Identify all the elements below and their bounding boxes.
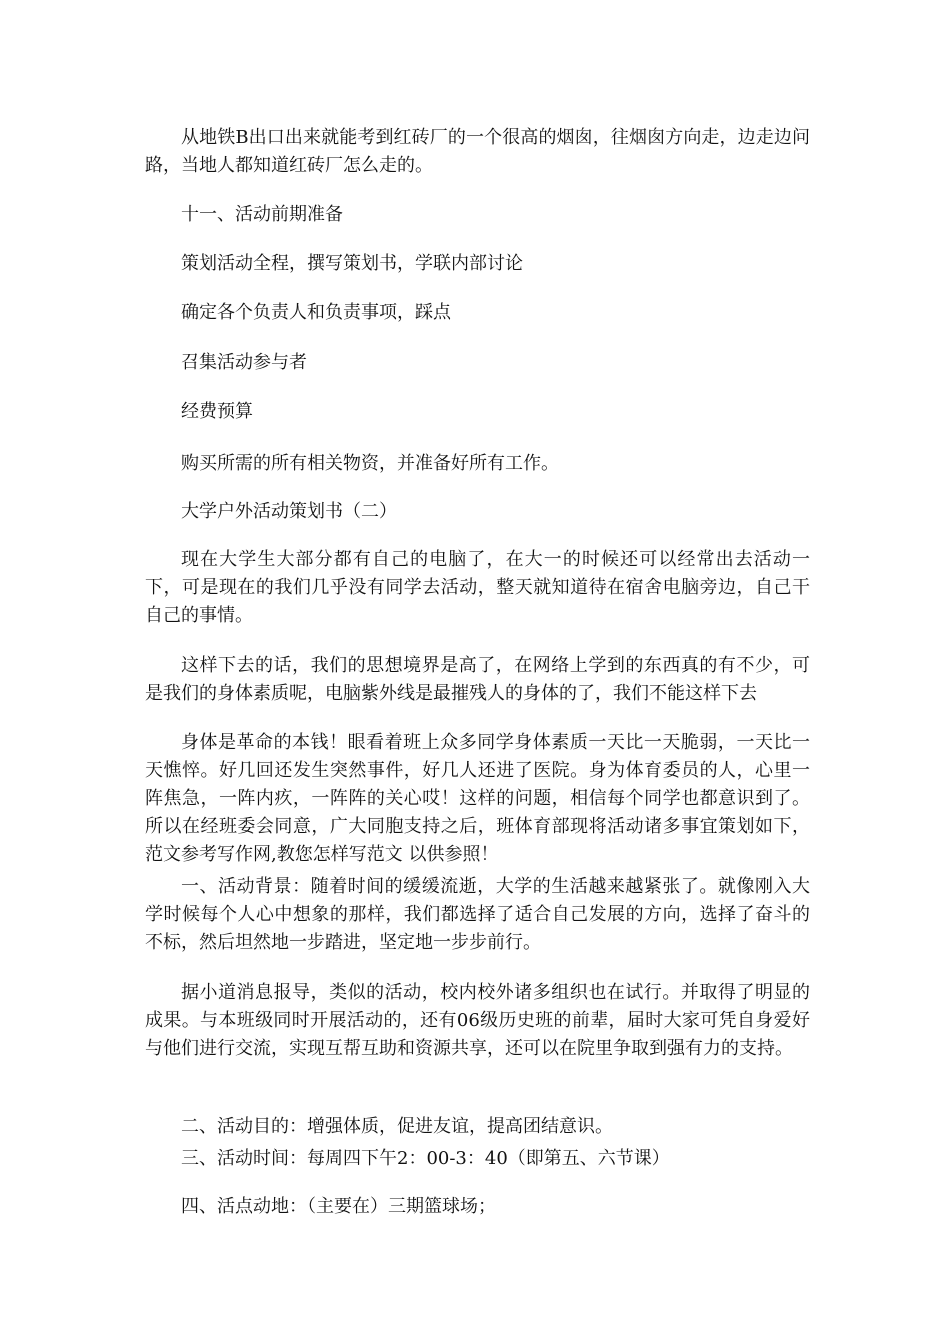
paragraph-recruit: 召集活动参与者 bbox=[181, 352, 307, 373]
paragraph-purchase: 购买所需的所有相关物资，并准备好所有工作。 bbox=[181, 453, 559, 474]
paragraph-purpose: 二、活动目的：增强体质，促进友谊，提高团结意识。 bbox=[181, 1116, 613, 1137]
section-title-plan-two: 大学户外活动策划书（二） bbox=[181, 501, 397, 522]
paragraph-budget: 经费预算 bbox=[181, 401, 253, 422]
paragraph-planning: 策划活动全程，撰写策划书，学联内部讨论 bbox=[181, 253, 523, 274]
paragraph-directions: 从地铁B出口出来就能考到红砖厂的一个很高的烟囱，往烟囱方向走，边走边问路，当地人都知道红砖厂怎么走的。 bbox=[145, 127, 810, 176]
paragraph-location: 四、活点动地：（主要在）三期篮球场； bbox=[181, 1196, 496, 1217]
paragraph-assign-roles: 确定各个负责人和负责事项，踩点 bbox=[181, 302, 451, 323]
paragraph-computers: 现在大学生大部分都有自己的电脑了，在大一的时候还可以经常出去活动一下，可是现在的我们几乎没有同学去活动，整天就知道待在宿舍电脑旁边，自己干自己的事情。 bbox=[145, 549, 810, 626]
paragraph-news: 据小道消息报导，类似的活动，校内校外诸多组织也在试行。并取得了明显的成果。与本班级同时开展活动的，还有06级历史班的前辈，届时大家可凭自身爱好与他们进行交流，实现互帮互助和资源共享，还可以在院里争取到强有力的支持。 bbox=[145, 982, 810, 1059]
paragraph-health-concern: 这样下去的话，我们的思想境界是高了，在网络上学到的东西真的有不少，可是我们的身体素质呢，电脑紫外线是最摧残人的身体的了，我们不能这样下去 bbox=[145, 655, 810, 704]
heading-preparation: 十一、活动前期准备 bbox=[181, 204, 343, 225]
paragraph-body-capital: 身体是革命的本钱！眼看着班上众多同学身体素质一天比一天脆弱，一天比一天憔悴。好几回还发生突然事件，好几人还进了医院。身为体育委员的人，心里一阵焦急，一阵内疚，一阵阵的关心哎！这样的问题，相信每个同学也都意识到了。所以在经班委会同意，广大同胞支持之后，班体育部现将活动诸多事宜策划如下，范文参考写作网,教您怎样写范文 以供参照！ bbox=[145, 732, 810, 865]
paragraph-time: 三、活动时间：每周四下午2：00-3：40（即第五、六节课） bbox=[181, 1148, 670, 1169]
paragraph-background: 一、活动背景：随着时间的缓缓流逝，大学的生活越来越紧张了。就像刚入大学时候每个人心中想象的那样，我们都选择了适合自己发展的方向，选择了奋斗的不标，然后坦然地一步踏进，坚定地一步步前行。 bbox=[145, 876, 810, 953]
